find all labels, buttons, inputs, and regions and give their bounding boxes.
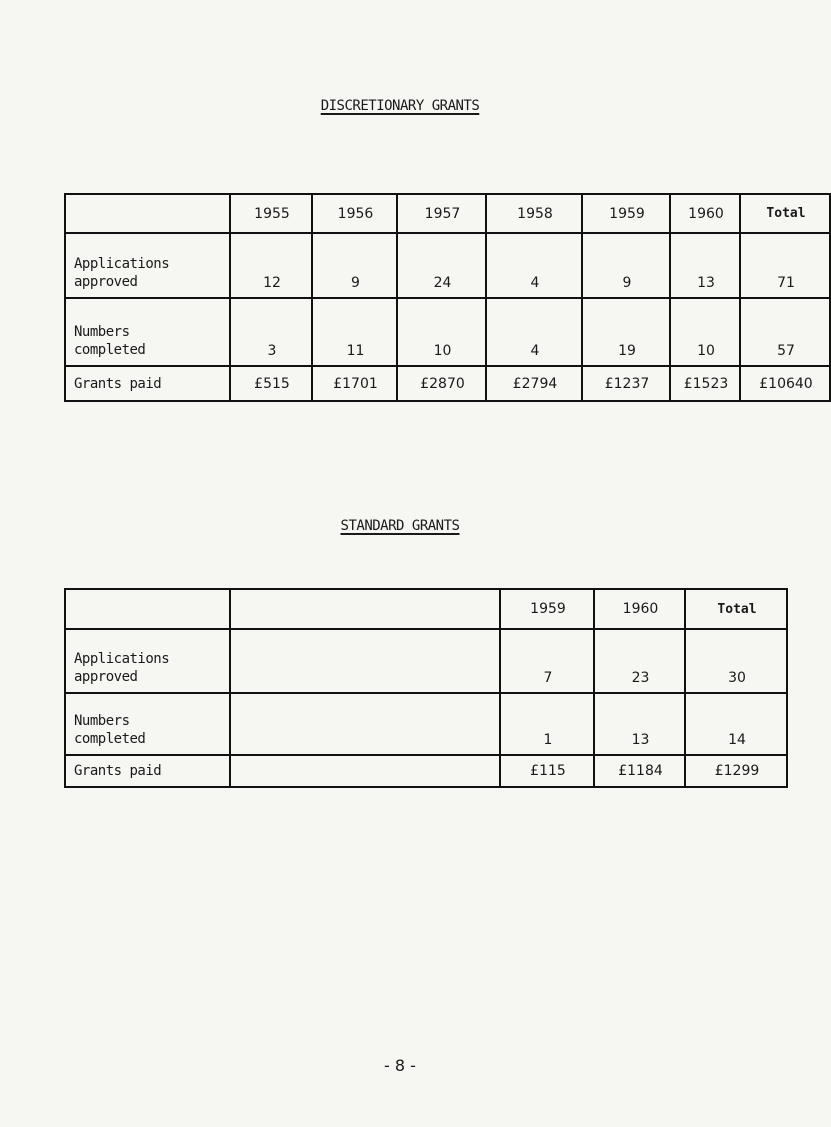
total-header: Total	[685, 589, 787, 629]
empty-cell	[230, 693, 500, 755]
table-row	[65, 366, 830, 401]
standard-grants-heading: STANDARD GRANTS	[340, 518, 460, 534]
empty-cell	[230, 629, 500, 693]
table-cell: 30	[685, 629, 787, 693]
table-cell: 13	[670, 233, 740, 298]
table-cell: £1299	[685, 755, 787, 787]
table-header-row	[65, 589, 787, 629]
table-cell: £1523	[670, 366, 740, 401]
table-cell: £2870	[397, 366, 486, 401]
standard-grants-table	[64, 588, 788, 788]
year-header: 1959	[582, 194, 670, 233]
empty-cell	[230, 589, 500, 629]
table-cell: 9	[582, 233, 670, 298]
table-cell: 4	[486, 298, 582, 366]
discretionary-grants-table	[64, 193, 831, 402]
empty-cell	[230, 755, 500, 787]
table-cell: £515	[230, 366, 312, 401]
row-label: Applications approved	[65, 233, 230, 298]
page-number: - 8 -	[384, 1056, 416, 1075]
table-cell: 1	[500, 693, 594, 755]
table-row	[65, 629, 787, 693]
row-label: Numbers completed	[65, 298, 230, 366]
corner-cell	[65, 194, 230, 233]
table-cell: 57	[740, 298, 830, 366]
table-cell: £2794	[486, 366, 582, 401]
table-header-row	[65, 194, 830, 233]
table-cell: 19	[582, 298, 670, 366]
table-cell: 24	[397, 233, 486, 298]
table-cell: 3	[230, 298, 312, 366]
table-row	[65, 298, 830, 366]
year-header: 1956	[312, 194, 397, 233]
table-row	[65, 755, 787, 787]
table-cell: 12	[230, 233, 312, 298]
table-cell: £1184	[594, 755, 685, 787]
discretionary-grants-heading: DISCRETIONARY GRANTS	[320, 98, 480, 114]
table-cell: 23	[594, 629, 685, 693]
year-header: 1960	[670, 194, 740, 233]
table-cell: 9	[312, 233, 397, 298]
year-header: 1957	[397, 194, 486, 233]
table-row	[65, 693, 787, 755]
table-row	[65, 233, 830, 298]
row-label: Grants paid	[65, 755, 230, 787]
table-cell: 13	[594, 693, 685, 755]
row-label: Numbers completed	[65, 693, 230, 755]
table-cell: 10	[397, 298, 486, 366]
table-cell: £1701	[312, 366, 397, 401]
row-label: Applications approved	[65, 629, 230, 693]
table-cell: £1237	[582, 366, 670, 401]
table-cell: £10640	[740, 366, 830, 401]
year-header: 1955	[230, 194, 312, 233]
year-header: 1959	[500, 589, 594, 629]
total-header: Total	[740, 194, 830, 233]
table-cell: 10	[670, 298, 740, 366]
table-cell: 14	[685, 693, 787, 755]
table-cell: 7	[500, 629, 594, 693]
year-header: 1960	[594, 589, 685, 629]
table-cell: 11	[312, 298, 397, 366]
corner-cell	[65, 589, 230, 629]
row-label: Grants paid	[65, 366, 230, 401]
table-cell: £115	[500, 755, 594, 787]
table-cell: 71	[740, 233, 830, 298]
table-cell: 4	[486, 233, 582, 298]
year-header: 1958	[486, 194, 582, 233]
